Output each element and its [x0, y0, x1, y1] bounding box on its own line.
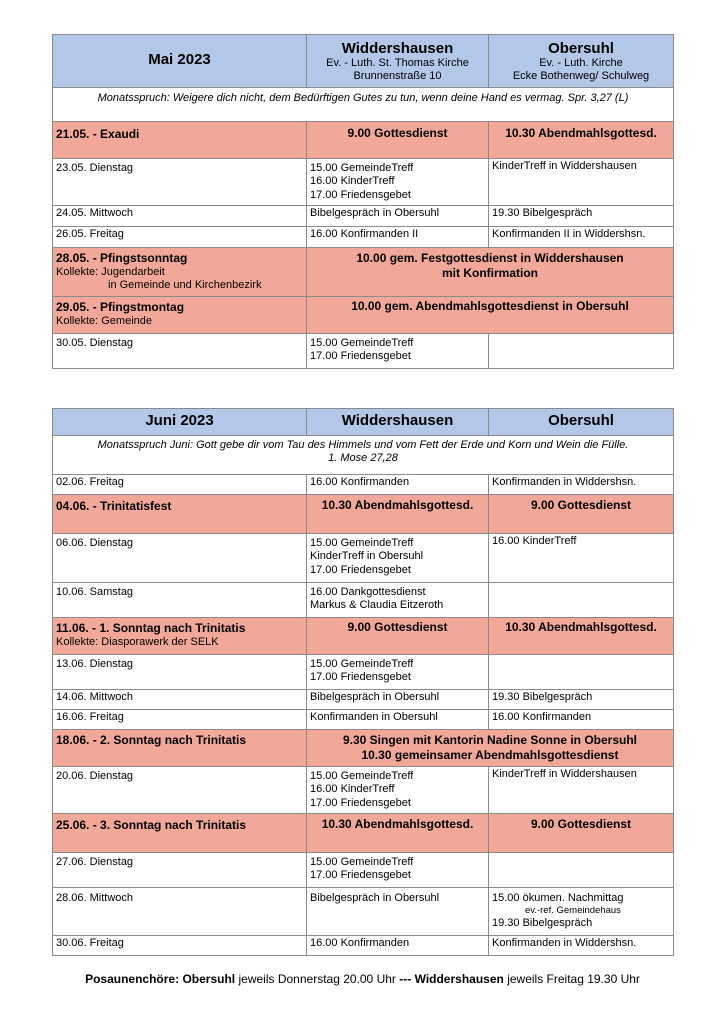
table-row: 16.06. Freitag Konfirmanden in Obersuhl 16.00 Konfirmanden — [53, 710, 674, 730]
table-row: 02.06. Freitag 16.00 Konfirmanden Konfirmanden in Widdershsn. — [53, 475, 674, 495]
may-monthly-verse: Monatsspruch: Weigere dich nicht, dem Bedürftigen Gutes zu tun, wenn deine Hand es vermag. Spr. 3,27 (L) — [53, 88, 674, 122]
table-row: 06.06. Dienstag 15.00 GemeindeTreff KinderTreff in Obersuhl 17.00 Friedensgebet 16.00 KinderTreff — [53, 534, 674, 583]
june-quote-row — [53, 436, 674, 475]
brass-choir-footer — [52, 972, 673, 986]
june-col-obersuhl: Obersuhl — [489, 409, 674, 436]
table-row: 13.06. Dienstag 15.00 GemeindeTreff 17.00 Friedensgebet — [53, 655, 674, 690]
footer-place-obersuhl: Obersuhl — [182, 972, 236, 986]
footer-label: Posaunenchöre: — [85, 972, 180, 986]
table-row: 20.06. Dienstag 15.00 GemeindeTreff 16.00 KinderTreff 17.00 Friedensgebet KinderTreff in Widdershausen — [53, 767, 674, 814]
table-row: 10.06. Samstag 16.00 Dankgottesdienst Markus & Claudia Eitzeroth — [53, 583, 674, 618]
table-row: 25.06. - 3. Sonntag nach Trinitatis 10.30 Abendmahlsgottesd. 9.00 Gottesdienst — [53, 814, 674, 853]
table-row: 30.06. Freitag 16.00 Konfirmanden Konfirmanden in Widdershsn. — [53, 936, 674, 956]
june-header-row — [53, 409, 674, 436]
table-row: 21.05. - Exaudi 9.00 Gottesdienst 10.30 Abendmahlsgottesd. — [53, 122, 674, 159]
table-row: 11.06. - 1. Sonntag nach Trinitatis Kollekte: Diasporawerk der SELK 9.00 Gottesdienst 10.30 Abendmahlsgottesd. — [53, 618, 674, 655]
may-header-row — [53, 35, 674, 88]
june-monthly-verse: Monatsspruch Juni: Gott gebe dir vom Tau des Himmels und vom Fett der Erde und Korn und Wein die Fülle. 1. Mose 27,28 — [53, 436, 674, 475]
table-row: 23.05. Dienstag 15.00 GemeindeTreff 16.00 KinderTreff 17.00 Friedensgebet KinderTreff in Widdershausen — [53, 159, 674, 206]
table-row: 28.06. Mittwoch Bibelgespräch in Obersuhl 15.00 ökumen. Nachmittag ev.-ref. Gemeindehaus 19.30 Bibelgespräch — [53, 888, 674, 936]
footer-separator: --- — [399, 972, 412, 986]
may-col-obersuhl: Obersuhl Ev. - Luth. Kirche Ecke Bothenweg/ Schulweg — [489, 35, 674, 88]
table-row: 24.05. Mittwoch Bibelgespräch in Obersuhl 19.30 Bibelgespräch — [53, 206, 674, 227]
table-row: 28.05. - Pfingstsonntag Kollekte: Jugendarbeit in Gemeinde und Kirchenbezirk 10.00 gem. Festgottesdienst in Widdershausen mit Konfirmation — [53, 248, 674, 297]
june-month-title: Juni 2023 — [53, 409, 307, 436]
may-schedule-table — [52, 34, 674, 369]
footer-time-widdershausen: jeweils Freitag 19.30 Uhr — [507, 972, 640, 986]
table-row: 29.05. - Pfingstmontag Kollekte: Gemeinde 10.00 gem. Abendmahlsgottesdienst in Obersuhl — [53, 297, 674, 334]
may-quote-row — [53, 88, 674, 122]
footer-place-widdershausen: Widdershausen — [414, 972, 504, 986]
table-row: 27.06. Dienstag 15.00 GemeindeTreff 17.00 Friedensgebet — [53, 853, 674, 888]
table-row: 14.06. Mittwoch Bibelgespräch in Obersuhl 19.30 Bibelgespräch — [53, 690, 674, 710]
may-col-widdershausen: Widdershausen Ev. - Luth. St. Thomas Kirche Brunnenstraße 10 — [307, 35, 489, 88]
table-row: 26.05. Freitag 16.00 Konfirmanden II Konfirmanden II in Widdershsn. — [53, 227, 674, 248]
june-schedule-table — [52, 408, 674, 956]
table-row: 30.05. Dienstag 15.00 GemeindeTreff 17.00 Friedensgebet — [53, 334, 674, 369]
table-row: 18.06. - 2. Sonntag nach Trinitatis 9.30 Singen mit Kantorin Nadine Sonne in Obersuhl 10.30 gemeinsamer Abendmahlsgottesdienst — [53, 730, 674, 767]
may-month-title: Mai 2023 — [53, 35, 307, 88]
footer-time-obersuhl: jeweils Donnerstag 20.00 Uhr — [238, 972, 396, 986]
table-row: 04.06. - Trinitatisfest 10.30 Abendmahlsgottesd. 9.00 Gottesdienst — [53, 495, 674, 534]
june-col-widdershausen: Widdershausen — [307, 409, 489, 436]
